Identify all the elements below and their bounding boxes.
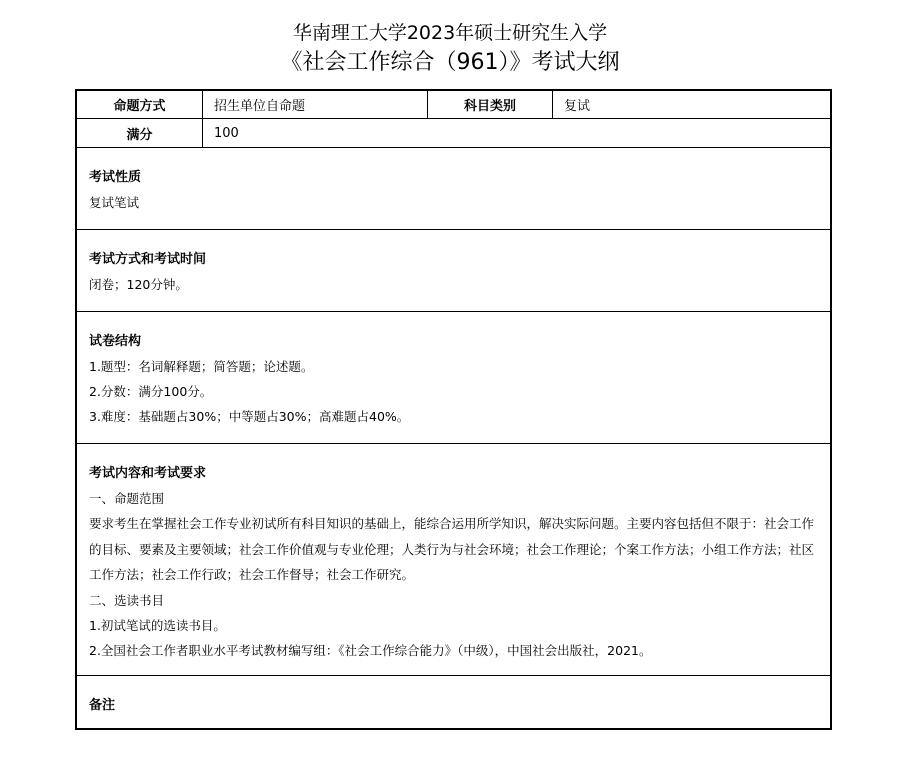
score-value: 100 bbox=[202, 119, 830, 147]
scope-text: 要求考生在掌握社会工作专业初试所有科目知识的基础上，能综合运用所学知识，解决实际问题。主要内容包括但不限于：社会工作的目标、要素及主要领域；社会工作价值观与专业伦理；人类行为与社会环境；社会工作理论；个案工作方法；小组工作方法；社区工作方法；社会工作行政；社会工作督导；社会工作研究。 bbox=[89, 516, 815, 582]
method-value: 招生单位自命题 bbox=[202, 91, 427, 118]
exam-nature-heading: 考试性质 bbox=[89, 170, 142, 185]
scope-title: 一、命题范围 bbox=[89, 491, 165, 506]
exam-nature-text: 复试笔试 bbox=[89, 195, 140, 210]
section-remarks bbox=[77, 676, 830, 730]
category-label: 科目类别 bbox=[427, 91, 552, 118]
paper-structure-heading: 试卷结构 bbox=[89, 334, 142, 349]
document-title-line1: 华南理工大学2023年硕士研究生入学 bbox=[292, 22, 608, 44]
exam-mode-heading: 考试方式和考试时间 bbox=[89, 252, 207, 267]
book-item-1: 1.初试笔试的选读书目。 bbox=[89, 617, 226, 633]
score-label: 满分 bbox=[126, 127, 153, 143]
method-label: 命题方式 bbox=[113, 99, 166, 114]
info-row-method bbox=[77, 91, 830, 119]
remarks-heading: 备注 bbox=[89, 698, 116, 713]
structure-item-type: 1.题型：名词解释题；简答题；论述题。 bbox=[89, 359, 314, 374]
exam-content-heading: 考试内容和考试要求 bbox=[89, 466, 207, 481]
info-row-score bbox=[77, 119, 830, 148]
structure-item-difficulty: 3.难度：基础题占30%；中等题占30%；高难题占40%。 bbox=[89, 409, 410, 424]
structure-item-score: 2.分数：满分100分。 bbox=[89, 384, 213, 399]
document-title-line2: 《社会工作综合（961）》考试大纲 bbox=[280, 50, 620, 75]
category-value: 复试 bbox=[552, 91, 830, 118]
section-exam-mode bbox=[77, 230, 830, 312]
section-paper-structure bbox=[77, 312, 830, 444]
exam-mode-text: 闭卷；120分钟。 bbox=[89, 277, 188, 292]
section-exam-content bbox=[77, 444, 830, 676]
section-exam-nature bbox=[77, 148, 830, 230]
book-item-2: 2.全国社会工作者职业水平考试教材编写组：《社会工作综合能力》（中级），中国社会出版社，2021。 bbox=[89, 642, 652, 658]
books-title: 二、选读书目 bbox=[89, 592, 165, 608]
syllabus-table bbox=[75, 89, 832, 730]
